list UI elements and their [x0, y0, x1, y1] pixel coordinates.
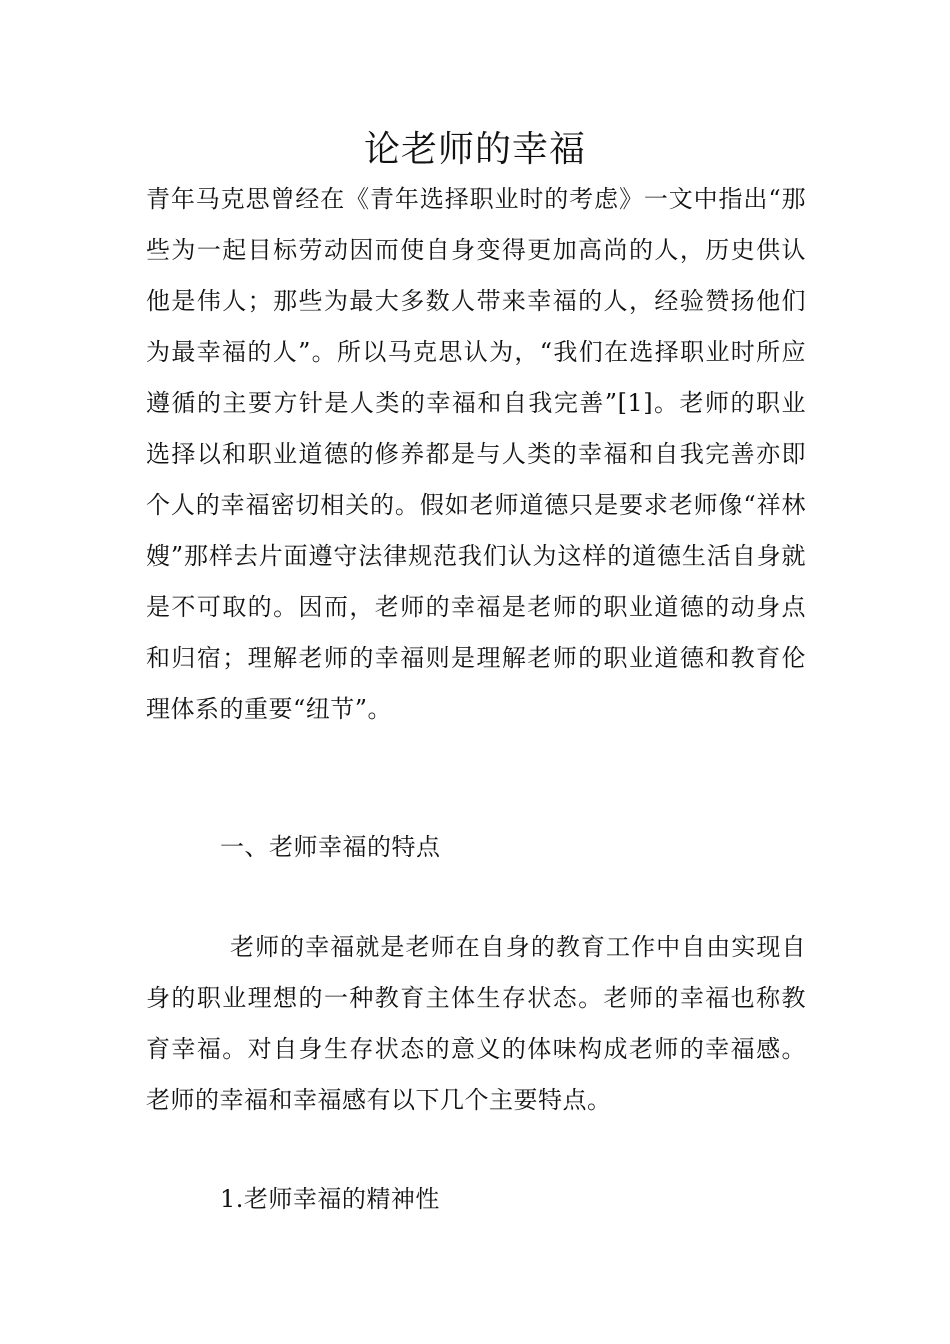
- body-paragraph: 老师的幸福就是老师在自身的教育工作中自由实现自身的职业理想的一种教育主体生存状态。老师的幸福也称教育幸福。对自身生存状态的意义的体味构成老师的幸福感。老师的幸福和幸福感有以下几个主要特点。: [146, 933, 806, 1114]
- section-heading: 一、老师幸福的特点: [220, 833, 441, 861]
- intro-paragraph: 青年马克思曾经在《青年选择职业时的考虑》一文中指出“那些为一起目标劳动因而使自身变得更加高尚的人，历史供认他是伟人；那些为最大多数人带来幸福的人，经验赞扬他们为最幸福的人”。所以马克思认为，“我们在选择职业时所应遵循的主要方针是人类的幸福和自我完善”[1]。老师的职业选择以和职业道德的修养都是与人类的幸福和自我完善亦即个人的幸福密切相关的。假如老师道德只是要求老师像“祥林嫂”那样去片面遵守法律规范我们认为这样的道德生活自身就是不可取的。因而，老师的幸福是老师的职业道德的动身点和归宿；理解老师的幸福则是理解老师的职业道德和教育伦理体系的重要“纽节”。: [146, 185, 806, 723]
- document-title: 论老师的幸福: [363, 129, 586, 170]
- subsection-heading: 1.老师幸福的精神性: [220, 1185, 440, 1213]
